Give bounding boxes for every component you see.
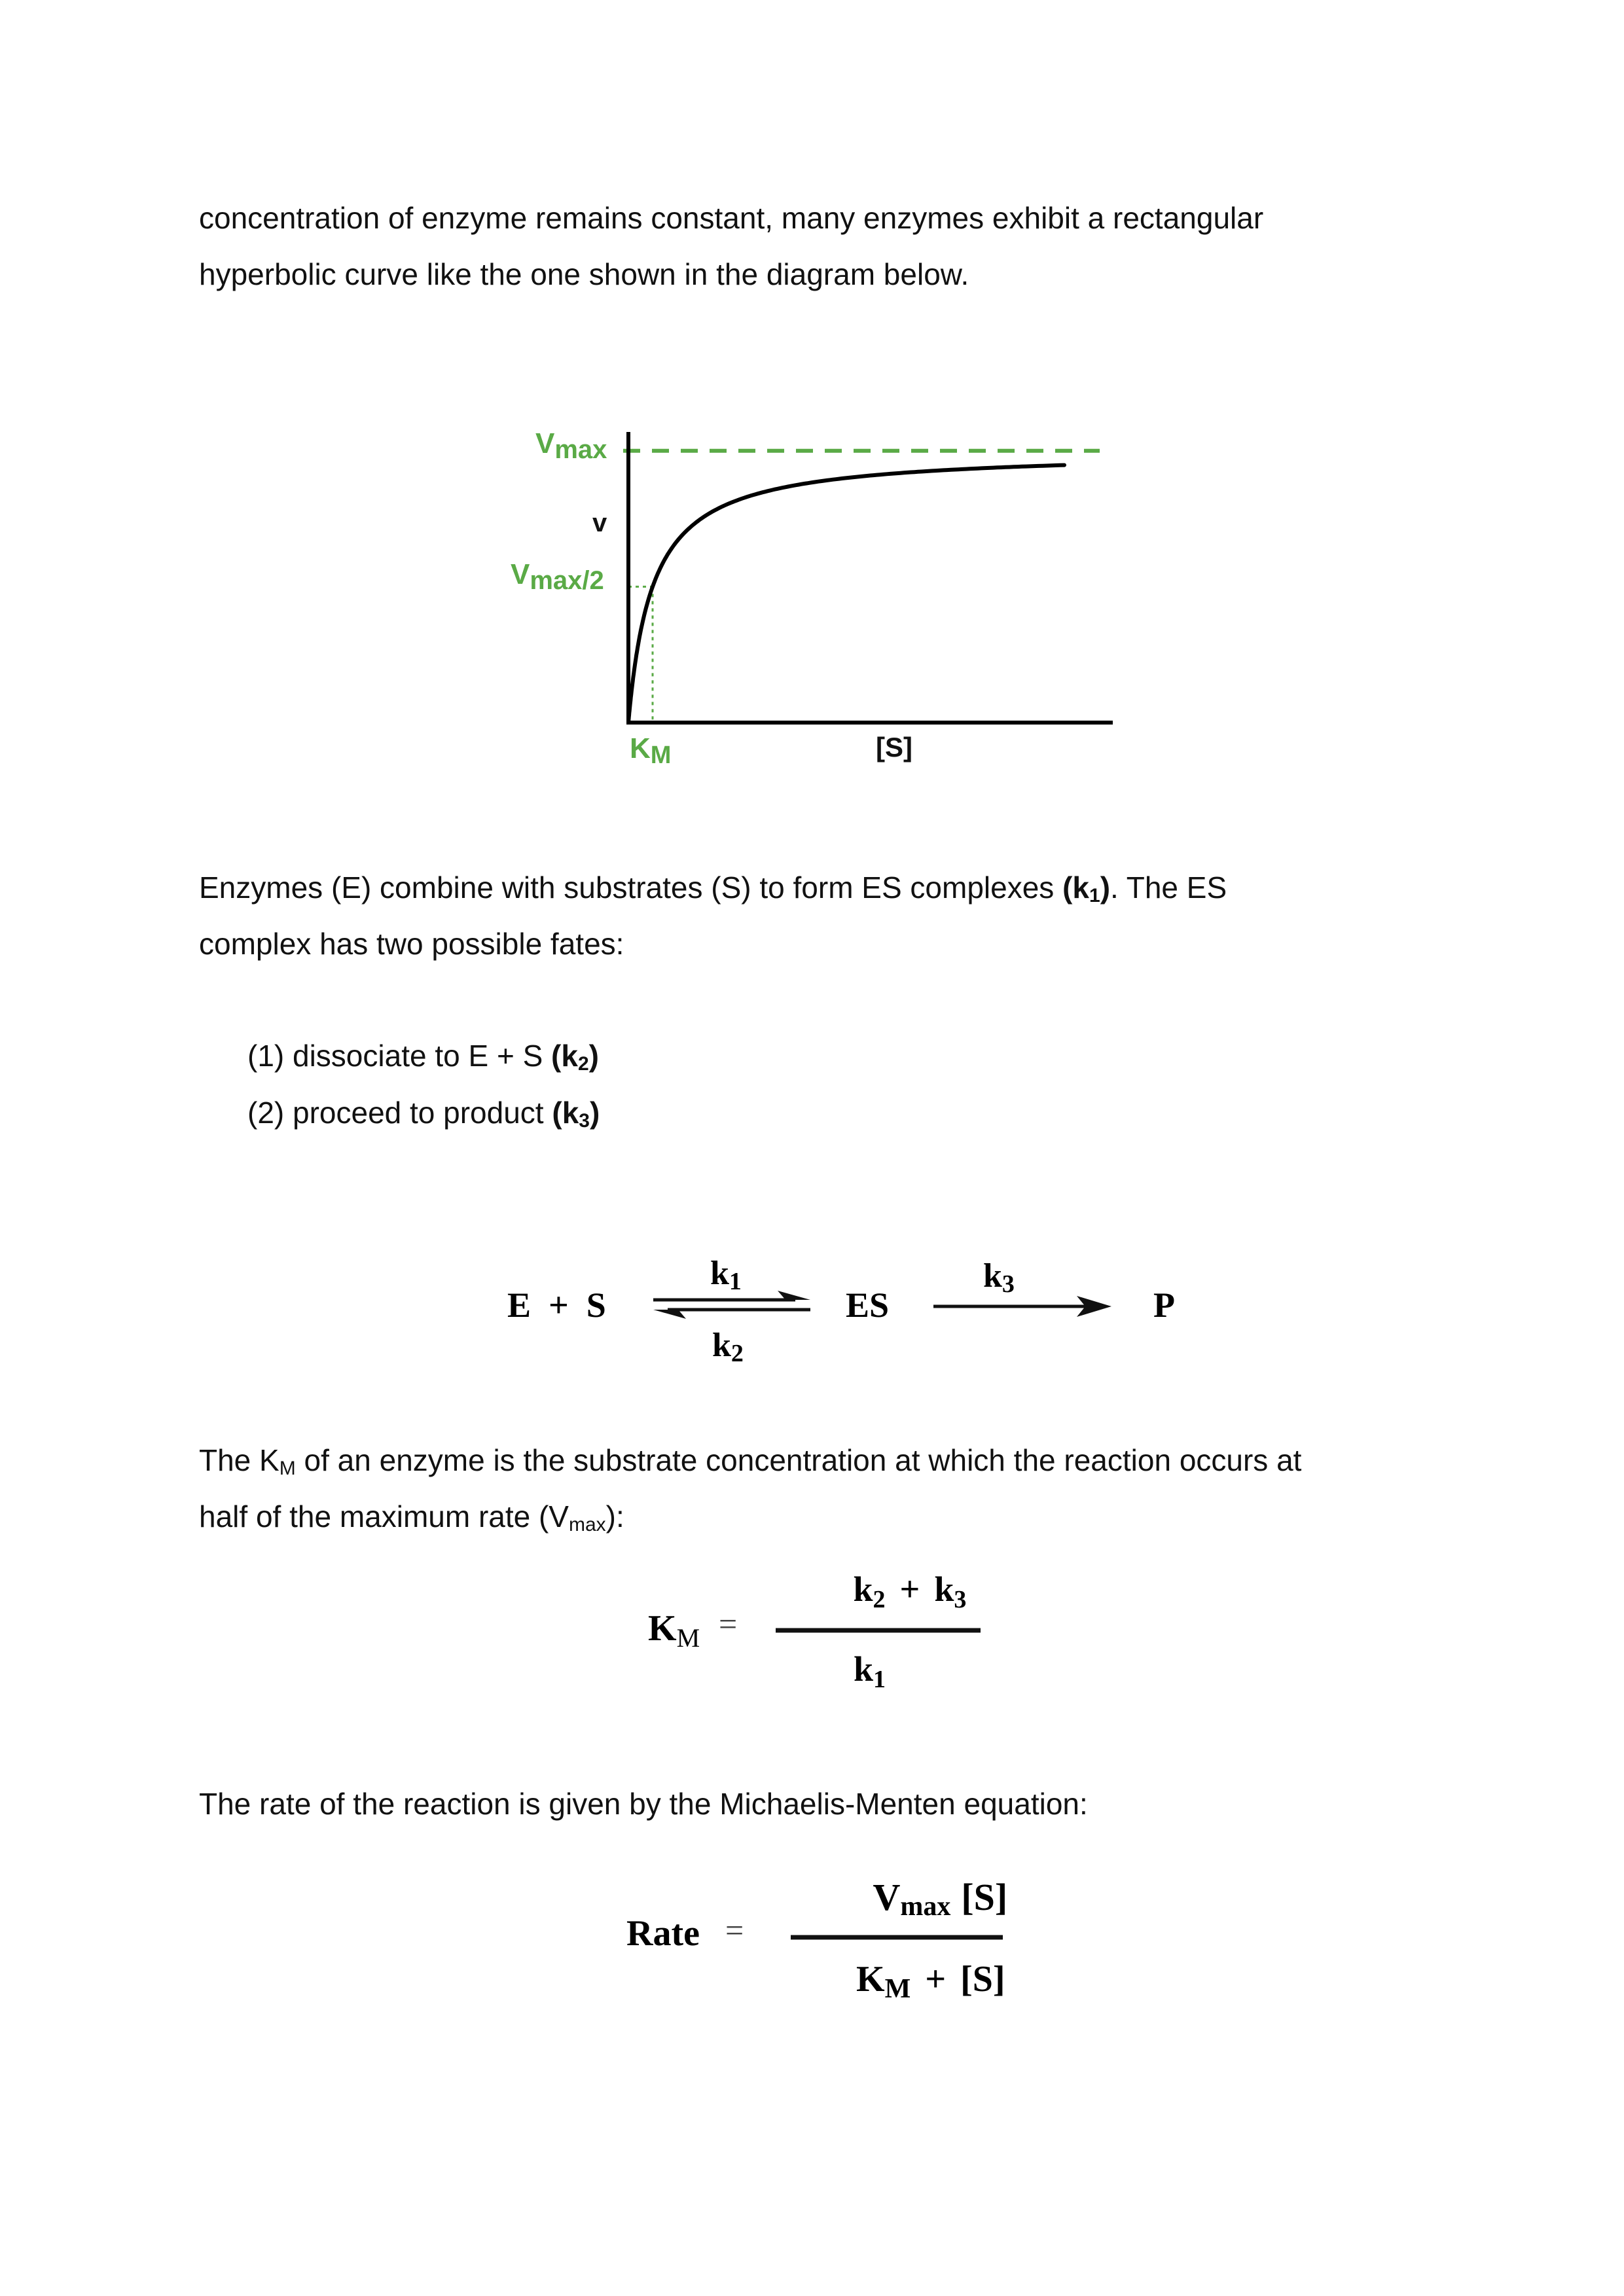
rate-denominator: KM + [S] [856,1959,1005,2004]
k1-rate-label: k1 [710,1255,742,1295]
list-item: (1) dissociate to E + S $(k_2)$ [247,1039,599,1075]
km-label: KM [630,732,672,769]
y-axis-label: v [592,509,607,537]
km-definition-paragraph: The $K_M$ of an enzyme is the substrate concentration at which the reaction occurs at half of the maximum rate $(V_{max})$: [199,1443,1302,1535]
km-equation [0,1558,1624,1708]
michaelis-menten-chart [0,393,1624,1178]
chart-plot-area [623,432,1113,724]
rate-numerator: Vmax [S] [873,1876,1008,1922]
rate-lhs: Rate [626,1913,700,1954]
km-equation-lhs: KM [648,1608,700,1653]
intro-line-2: hyperbolic curve like the one shown in the diagram below. [199,257,969,291]
x-axis-label: [S] [876,732,912,762]
michaelis-menten-equation [0,1865,1624,2029]
product: P [1153,1285,1175,1325]
half-vmax-label: Vmax/2 [511,558,604,595]
reactants: E + S [507,1285,606,1325]
fates-line-2: complex has two possible fates: [199,927,624,961]
rate-intro-paragraph: The rate of the reaction is given by the Michaelis-Menten equation: [199,1787,1088,1821]
reaction-scheme [0,1230,1624,1388]
intro-line-1: concentration of enzyme remains constant, many enzymes exhibit a rectangular [199,201,1264,235]
km-denominator: k1 [854,1649,886,1693]
intro-paragraph [199,190,1443,302]
fates-line-1c: . The ES [1110,870,1227,905]
k2-rate-label: k2 [712,1327,744,1367]
list-item: (2) proceed to product $(k_3)$ [247,1096,600,1132]
es-complex: ES [846,1285,890,1325]
vmax-label: Vmax [535,427,607,464]
k1-ref: $(k_1)$ [1062,870,1111,906]
rate-equals: = [725,1912,744,1948]
fates-paragraph [199,859,1443,972]
fates-line-1a: Enzymes (E) combine with substrates (S) to form ES complexes [199,870,1063,905]
km-equation-equals: = [719,1605,738,1642]
saturation-curve [628,465,1064,723]
k3-rate-label: k3 [983,1257,1015,1298]
km-numerator: k2 + k3 [853,1570,967,1613]
